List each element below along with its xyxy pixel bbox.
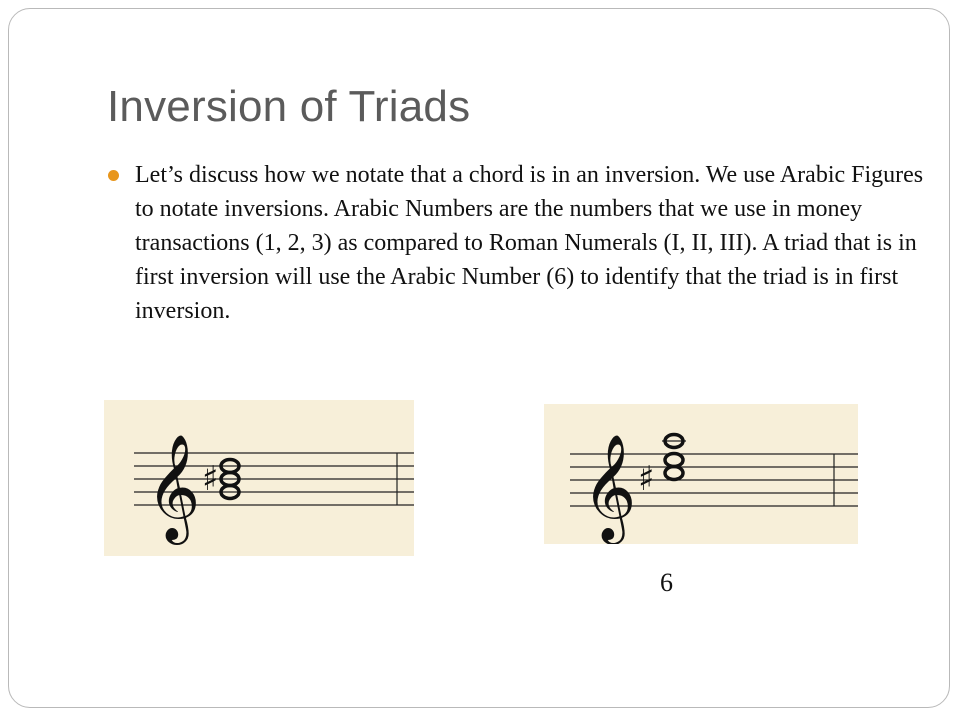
figured-bass-label: 6 xyxy=(660,568,673,597)
staff-first-inversion-svg xyxy=(544,404,858,544)
sharp-icon: ♯ xyxy=(202,459,219,499)
sharp-icon: ♯ xyxy=(638,459,655,499)
staff-root-position-svg xyxy=(104,400,414,556)
treble-clef-icon: 𝄞 xyxy=(146,433,201,540)
bullet-text: Let’s discuss how we notate that a chord is in an inversion. We use Arabic Figures to notate inversions. Arabic Numbers are the numbers that we use in money transactions (1, 2, 3) as compared to Roman Numerals (I, II, III). A triad that is in first inversion will use the Arabic Number (6) to identify that the triad is in first inversion. xyxy=(135,162,924,324)
treble-clef-icon: 𝄞 xyxy=(582,433,637,540)
slide-title: Inversion of Triads xyxy=(107,82,471,131)
staff-first-inversion xyxy=(544,404,858,544)
chord-note xyxy=(665,467,683,480)
chord-note xyxy=(665,454,683,467)
bullet-dot xyxy=(108,170,119,181)
staff-root-position xyxy=(104,400,414,556)
